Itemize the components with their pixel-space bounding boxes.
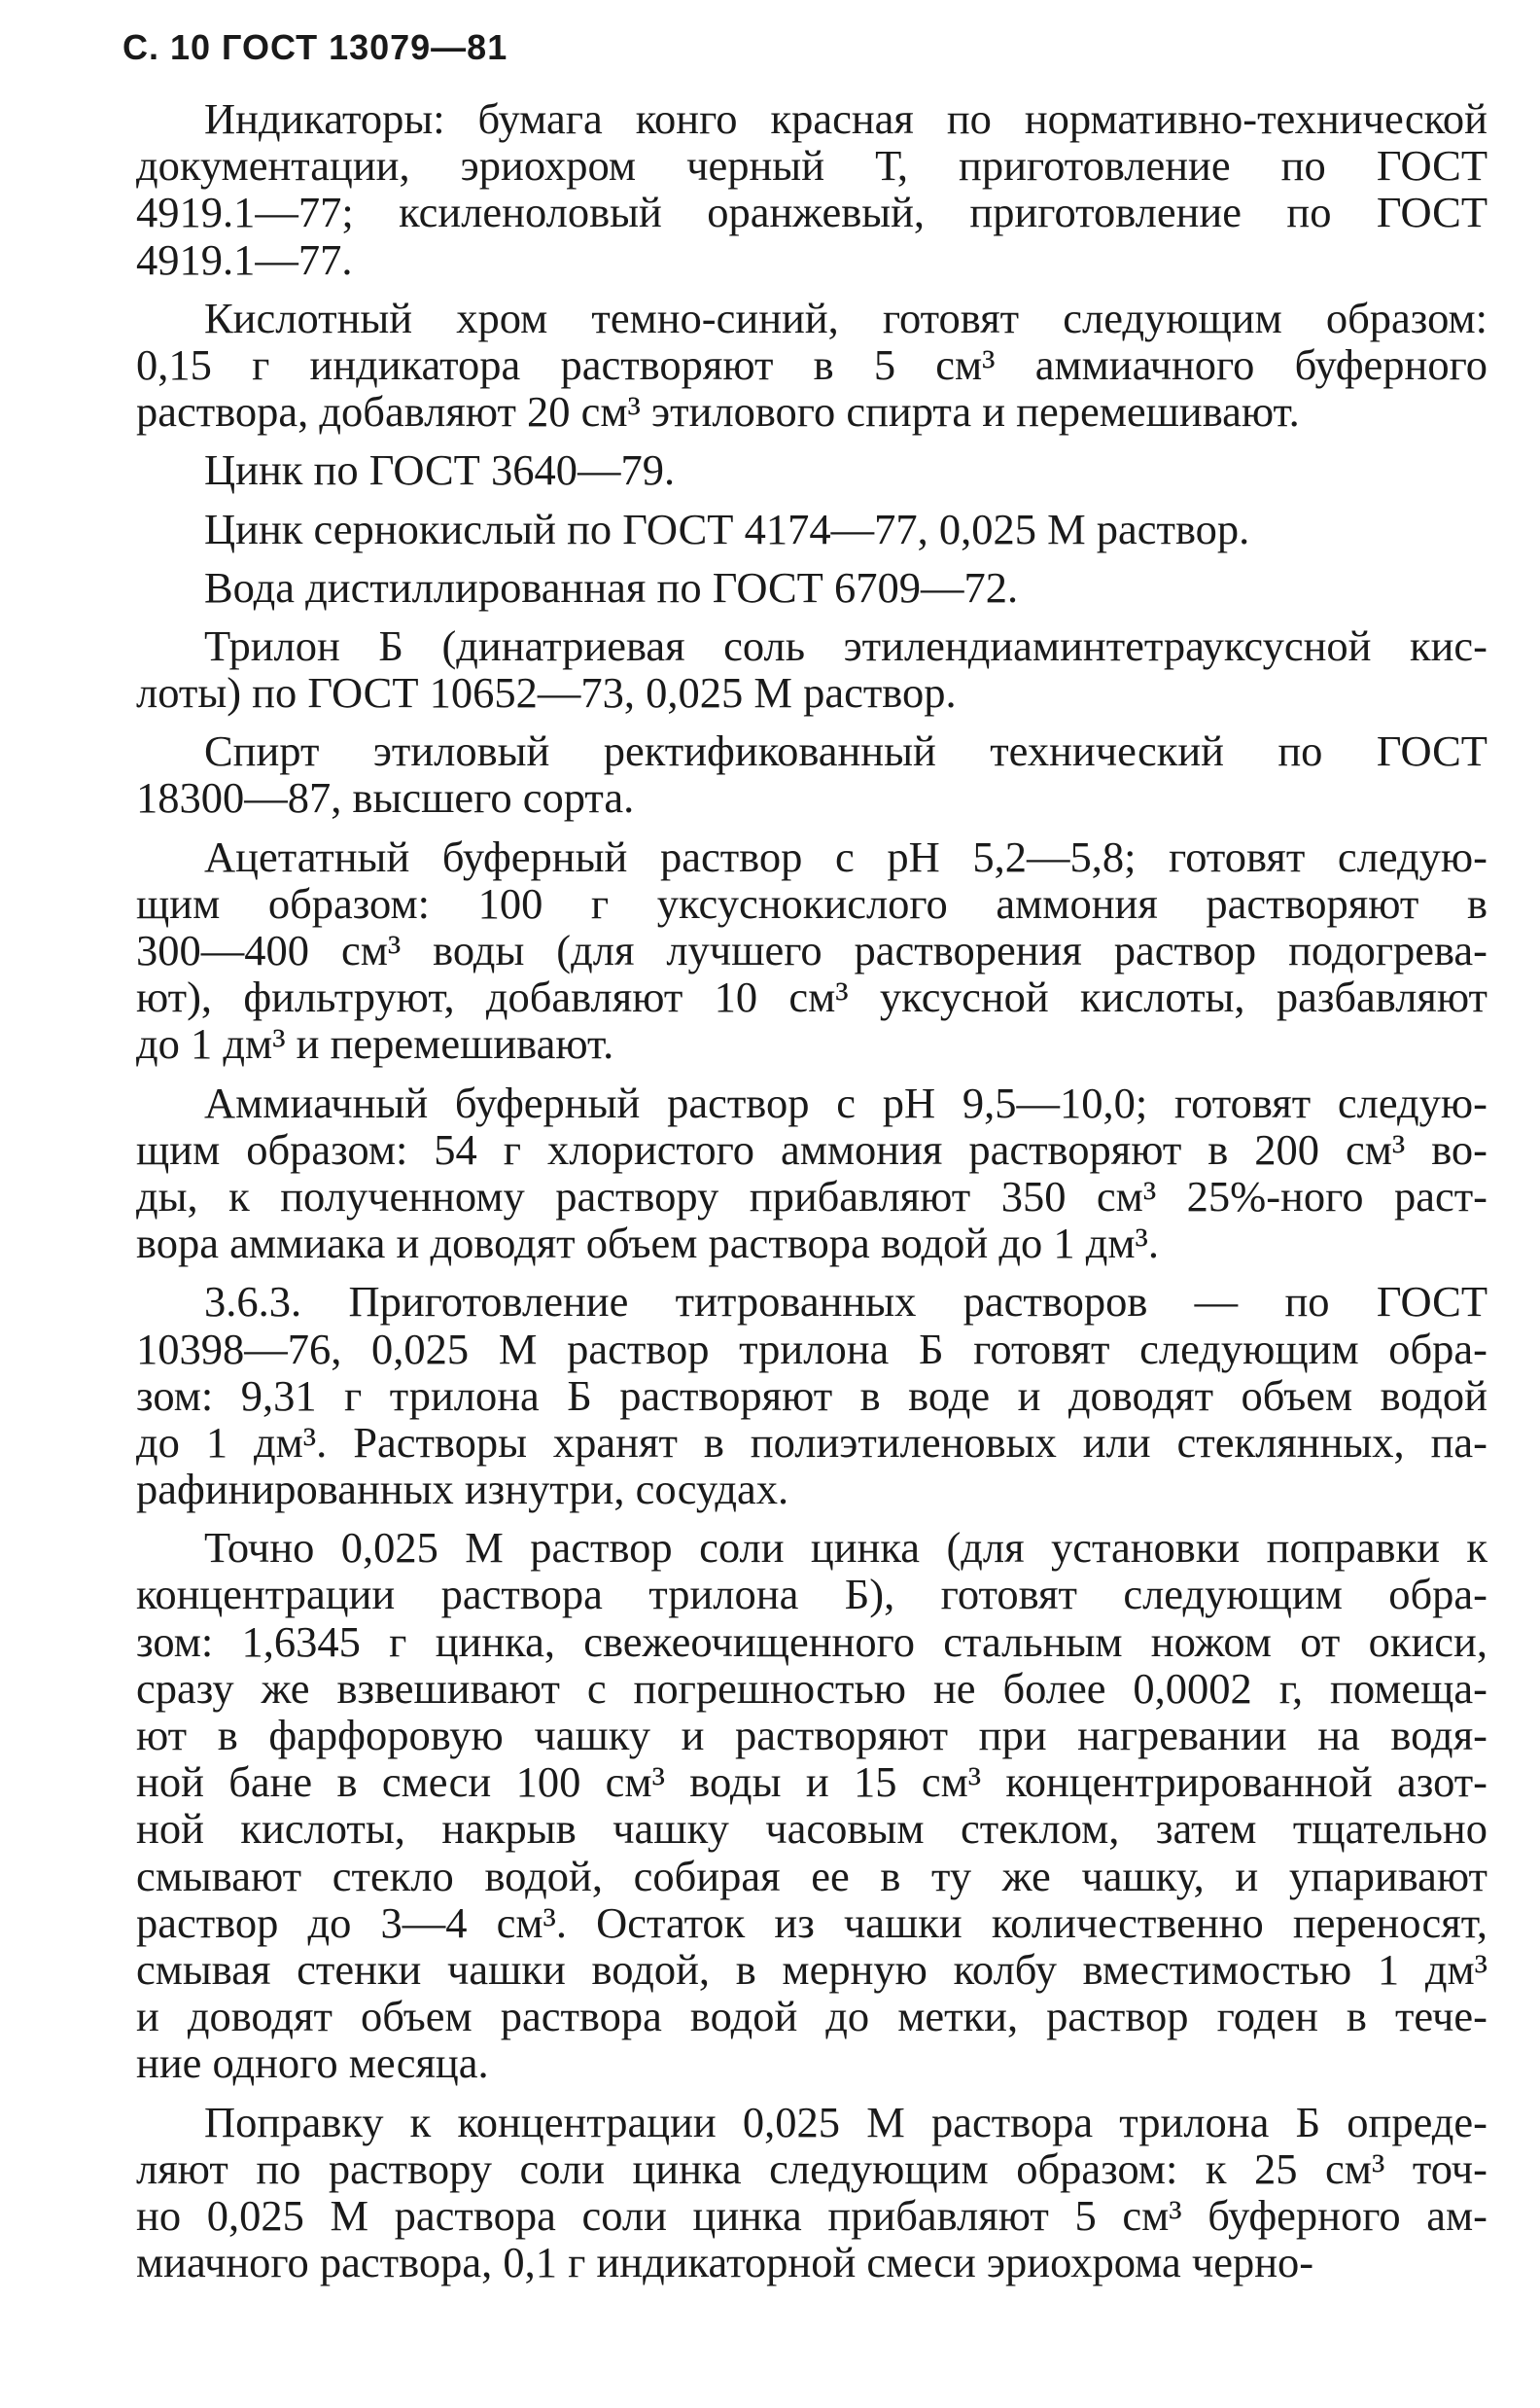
text-line: Цинк по ГОСТ 3640—79. bbox=[204, 445, 676, 495]
paragraph bbox=[136, 1080, 1488, 1267]
text-line: зом: 9,31 г трилона Б растворяют в воде и доводят объем водой bbox=[136, 1370, 1488, 1420]
document-body bbox=[136, 95, 1488, 2285]
text-line: смывая стенки чашки водой, в мерную колбу вместимостью 1 дм³ bbox=[136, 1944, 1488, 1994]
text-line: концентрации раствора трилона Б), готовят следующим обра- bbox=[136, 1570, 1488, 1619]
text-line: щим образом: 100 г уксуснокислого аммония растворяют в bbox=[136, 878, 1488, 928]
text-line: Точно 0,025 М раствор соли цинка (для установки поправки к bbox=[204, 1523, 1488, 1573]
page-header: С. 10 ГОСТ 13079—81 bbox=[122, 27, 508, 67]
text-line: 10398—76, 0,025 М раствор трилона Б готовят следующим обра- bbox=[136, 1324, 1488, 1373]
text-line: 3.6.3. Приготовление титрованных растворов — по ГОСТ bbox=[204, 1277, 1488, 1327]
text-line: щим образом: 54 г хлористого аммония растворяют в 200 см³ во- bbox=[136, 1124, 1488, 1174]
paragraph bbox=[136, 95, 1488, 283]
text-line: и доводят объем раствора водой до метки, раствор годен в тече- bbox=[136, 1992, 1488, 2041]
paragraph bbox=[136, 833, 1488, 1068]
text-line: Вода дистиллированная по ГОСТ 6709—72. bbox=[204, 562, 1019, 612]
text-line: ляют по раствору соли цинка следующим образом: к 25 см³ точ- bbox=[136, 2143, 1488, 2193]
paragraph bbox=[136, 727, 1488, 821]
text-line: 18300—87, высшего сорта. bbox=[136, 773, 635, 823]
paragraph bbox=[136, 295, 1488, 436]
text-line: но 0,025 М раствора соли цинка прибавляют 5 см³ буферного ам- bbox=[136, 2190, 1488, 2240]
text-line: Индикаторы: бумага конго красная по нормативно-технической bbox=[204, 94, 1488, 143]
paragraph bbox=[136, 622, 1488, 716]
paragraph bbox=[136, 564, 1488, 611]
text-line: рафинированных изнутри, сосудах. bbox=[136, 1465, 789, 1514]
text-line: 4919.1—77; ксиленоловый оранжевый, приготовление по ГОСТ bbox=[136, 188, 1488, 237]
text-line: зом: 1,6345 г цинка, свежеочищенного стальным ножом от окиси, bbox=[136, 1616, 1488, 1666]
text-line: ют), фильтруют, добавляют 10 см³ уксусной кислоты, разбавляют bbox=[136, 973, 1488, 1022]
text-line: Спирт этиловый ректификованный технический по ГОСТ bbox=[204, 726, 1488, 776]
text-line: Поправку к концентрации 0,025 М раствора трилона Б опреде- bbox=[204, 2097, 1488, 2146]
paragraph bbox=[136, 2099, 1488, 2286]
text-line: ной бане в смеси 100 см³ воды и 15 см³ концентрированной азот- bbox=[136, 1757, 1488, 1807]
text-line: 0,15 г индикатора растворяют в 5 см³ аммиачного буферного bbox=[136, 339, 1488, 389]
text-line: Кислотный хром темно-синий, готовят следующим образом: bbox=[204, 293, 1488, 342]
text-line: Аммиачный буферный раствор с pH 9,5—10,0; готовят следую- bbox=[204, 1078, 1488, 1127]
text-line: смывают стекло водой, собирая ее в ту же чашку, и упаривают bbox=[136, 1851, 1488, 1900]
paragraph bbox=[136, 506, 1488, 552]
text-line: ной кислоты, накрыв чашку часовым стеклом, затем тщательно bbox=[136, 1804, 1488, 1854]
paragraph bbox=[136, 446, 1488, 493]
text-line: ние одного месяца. bbox=[136, 2038, 489, 2088]
text-line: раствор до 3—4 см³. Остаток из чашки количественно переносят, bbox=[136, 1897, 1488, 1947]
text-line: миачного раствора, 0,1 г индикаторной смеси эриохрома черно- bbox=[136, 2238, 1314, 2287]
text-line: 300—400 см³ воды (для лучшего растворения раствор подогрева- bbox=[136, 926, 1488, 974]
paragraph bbox=[136, 1278, 1488, 1512]
text-line: лоты) по ГОСТ 10652—73, 0,025 М раствор. bbox=[136, 668, 957, 718]
text-line: Трилон Б (динатриевая соль этилендиаминтетрауксусной кис- bbox=[204, 620, 1488, 670]
text-line: раствора, добавляют 20 см³ этилового спирта и перемешивают. bbox=[136, 387, 1300, 437]
paragraph bbox=[136, 1524, 1488, 2086]
text-line: до 1 дм³ и перемешивают. bbox=[136, 1019, 614, 1069]
text-line: сразу же взвешивают с погрешностью не более 0,0002 г, помеща- bbox=[136, 1663, 1488, 1713]
text-line: ют в фарфоровую чашку и растворяют при нагревании на водя- bbox=[136, 1711, 1488, 1759]
text-line: ды, к полученному раствору прибавляют 350 см³ 25%-ного раст- bbox=[136, 1171, 1488, 1221]
text-line: 4919.1—77. bbox=[136, 234, 353, 284]
text-line: вора аммиака и доводят объем раствора водой до 1 дм³. bbox=[136, 1219, 1160, 1268]
text-line: Ацетатный буферный раствор с pH 5,2—5,8; готовят следую- bbox=[204, 832, 1488, 881]
text-line: до 1 дм³. Растворы хранят в полиэтиленовых или стеклянных, па- bbox=[136, 1417, 1488, 1467]
text-line: документации, эриохром черный Т, приготовление по ГОСТ bbox=[136, 141, 1488, 191]
text-line: Цинк сернокислый по ГОСТ 4174—77, 0,025 М раствор. bbox=[204, 504, 1250, 553]
